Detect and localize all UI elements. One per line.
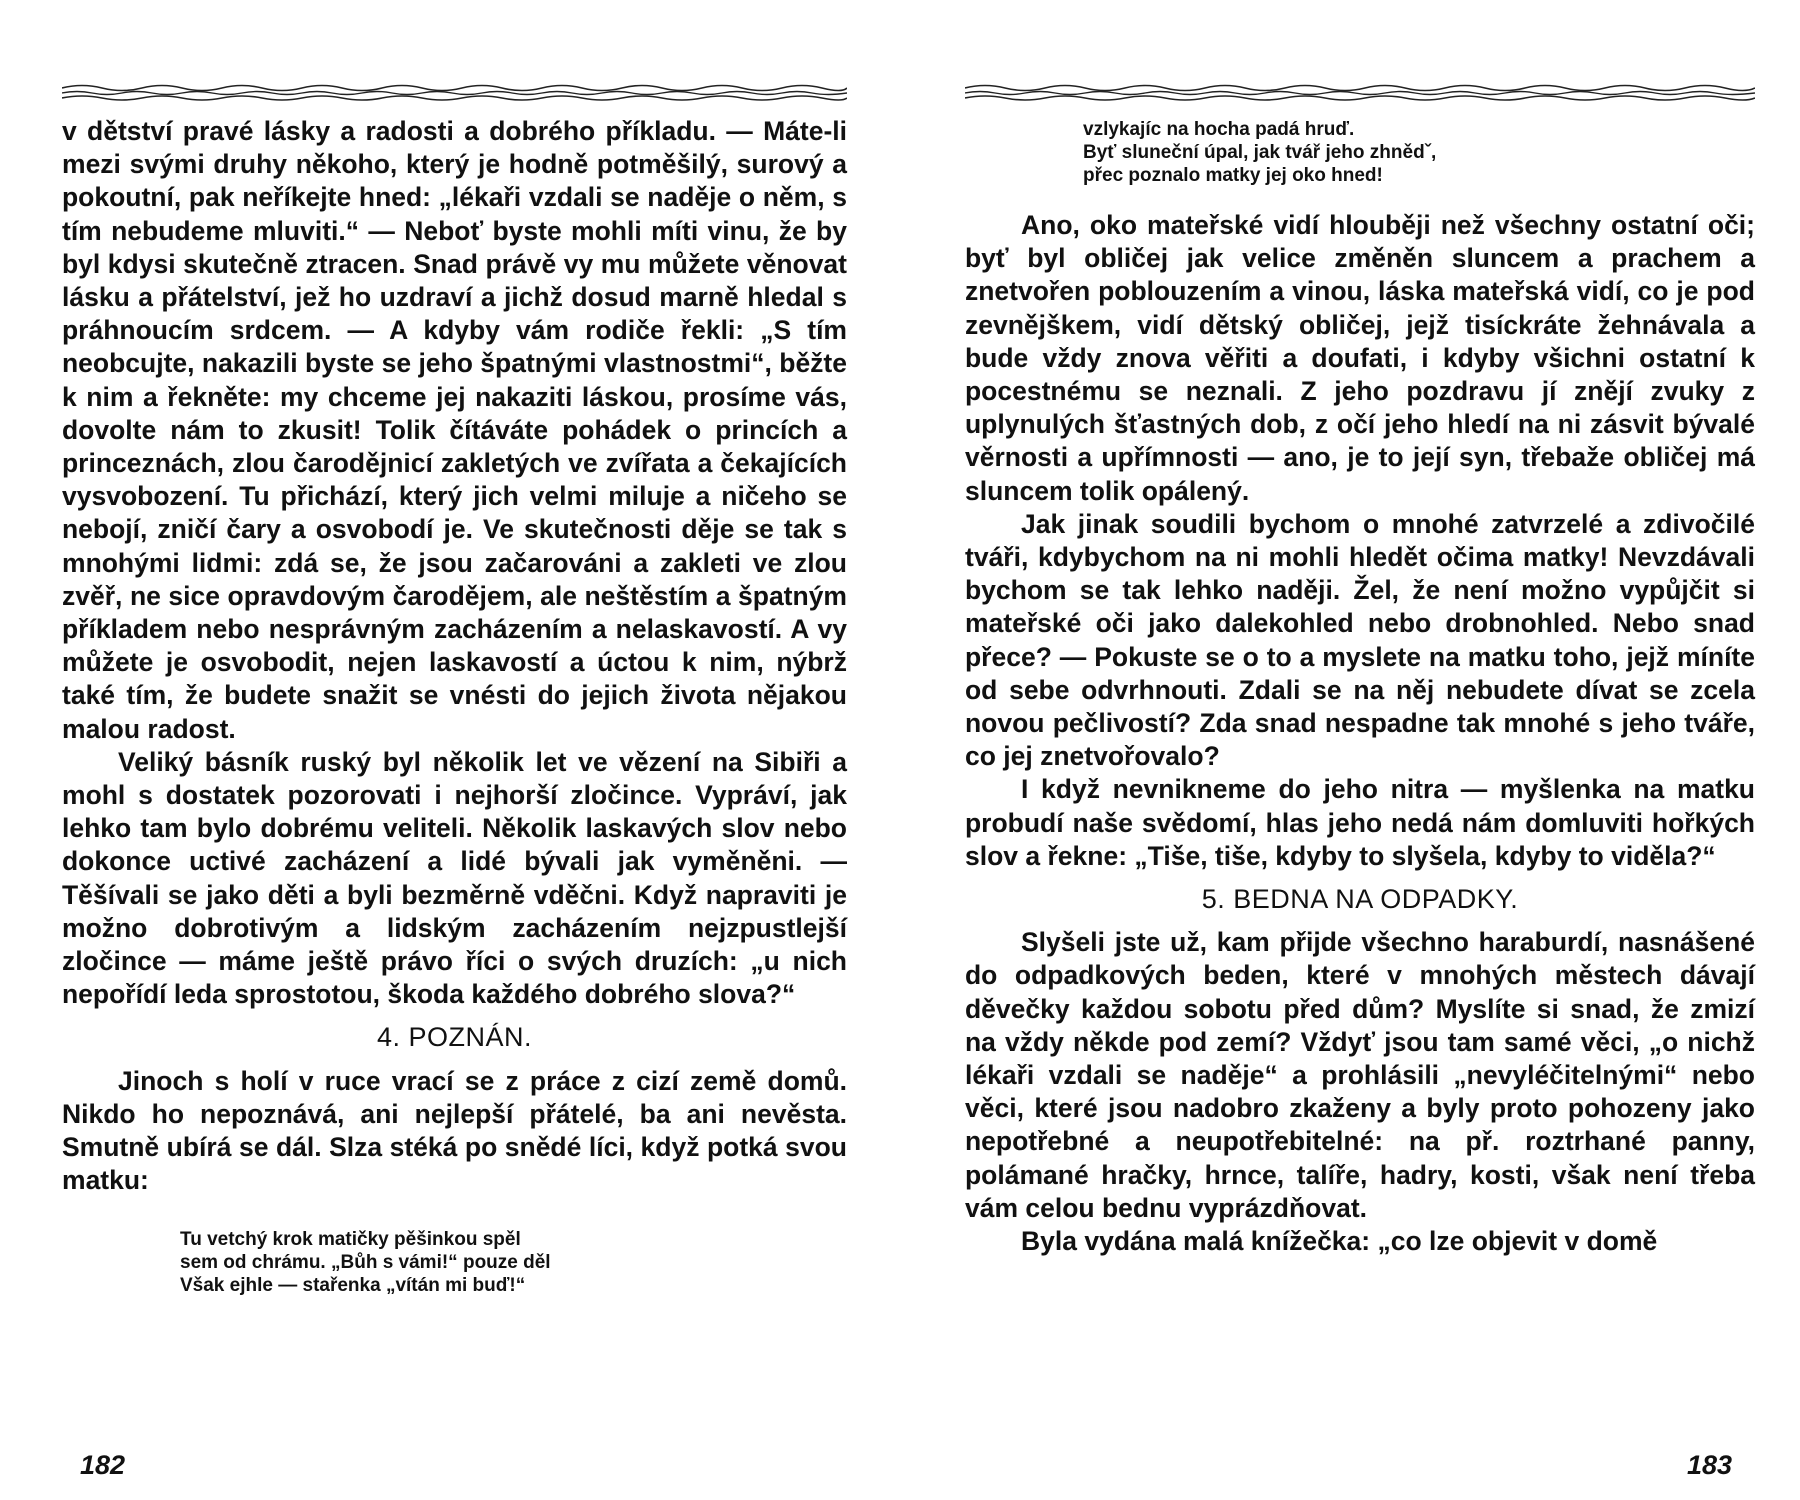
page-number: 182 <box>80 1450 126 1480</box>
page-number: 183 <box>1687 1450 1733 1480</box>
left-page <box>40 0 860 1500</box>
poem-line: Byť sluneční úpal, jak tvář jeho zhnědˇ, <box>1083 142 1437 163</box>
section-heading: 5. BEDNA NA ODPADKY. <box>1201 884 1519 915</box>
paragraph: I když nevnikneme do jeho nitra — myšlenka na matku probudí naše svědomí, hlas jeho nedá nám domluviti hořkých slov a řekne: „Tiše, tiše, kdyby to slyšela, kdyby to viděla?“ <box>965 774 1755 871</box>
poem-line: sem od chrámu. „Bůh s vámi!“ pouze děl <box>180 1251 551 1273</box>
paragraph: Jinoch s holí v ruce vrací se z práce z cizí země domů. Nikdo ho nepoznává, ani nejlepší přátelé, ba ani nevěsta. Smutně ubírá se dál. Slza stéká po snědé líci, když potká svou matku: <box>62 1065 847 1196</box>
header-ornament <box>62 82 847 104</box>
poem-line: Tu vetchý krok matičky pěšinkou spěl <box>180 1228 521 1250</box>
paragraph: Ano, oko mateřské vidí hlouběji než všechny ostatní oči; byť byl obličej jak velice změněn sluncem a prachem a znetvořen poblouzením a vinou, láska mateřská vidí, co je pod zevnějškem, vidí dětský obličej, jejž tisíckráte žehnávala a bude vždy znova věřiti a doufati, i kdyby všichni ostatní k pocestnému se neznali. Z jeho pozdravu jí znějí zvuky z uplynulých šťastných dob, z očí jeho hledí na ni zásvit bývalé věrnosti a upřímnosti — ano, je to její syn, třebaže obličej má sluncem tolik opálený. <box>965 210 1755 506</box>
poem-line: přec poznalo matky jej oko hned! <box>1083 165 1383 186</box>
right-page <box>955 0 1765 1500</box>
right-page-text <box>965 118 1755 1258</box>
poem-line: vzlykajíc na hocha padá hruď. <box>1083 119 1355 140</box>
paragraph: Byla vydána malá knížečka: „co lze objevit v domě <box>1021 1226 1658 1257</box>
wavy-rule-ornament <box>62 82 847 104</box>
poem-stanza <box>180 1228 847 1297</box>
poem-stanza <box>1083 118 1755 187</box>
paragraph: v dětství pravé lásky a radosti a dobrého příkladu. — Máte-li mezi svými druhy někoho, který je hodně potměšilý, surový a pokoutní, pak neříkejte hned: „lékaři vzdali se naděje o něm, s tím nebudeme mluviti.“ — Neboť byste mohli míti vinu, že by byl kdysi skutečně ztracen. Snad právě vy mu můžete věnovat lásku a přátelství, jež ho uzdraví a jichž dosud marně hledal s práhnoucím srdcem. — A kdyby vám rodiče řekli: „S tím neobcujte, nakazili byste se jeho špatnými vlastnostmi“, běžte k nim a řekněte: my chceme jej nakaziti láskou, prosíme vás, dovolte nám to zkusit! Tolik čítáváte pohádek o princích a princeznách, zlou čarodějnicí zakletých ve zvířata a čekajících vysvobození. Tu přichází, který jich velmi miluje a ničeho se nebojí, zničí čary a osvobodí je. Ve skutečnosti děje se tak s mnohými lidmi: zdá se, že jsou začarováni a zakleti ve zlou zvěř, ne sice opravdovým čarodějem, ale neštěstím a špatným příkladem nebo nesprávným zacházením a nelaskavostí. A vy můžete je osvobodit, nejen laskavostí a úctou k nim, nýbrž také tím, že budete snažit se vnésti do jejich života nějakou malou radost. <box>62 116 847 744</box>
paragraph: Veliký básník ruský byl několik let ve vězení na Sibiři a mohl s dostatek pozorovati i nejhorší zločince. Vypráví, jak lehko tam bylo dobrému veliteli. Několik laskavých slov nebo dokonce uctivé zacházení a lidé bývali jak vyměněni. — Těšívali se jako děti a byli bezměrně vděčni. Když napraviti je možno dobrotivým a lidským zacházením nejzpustlejší zločince — máme ještě právo říci o svých druzích: „u nich nepořídí leda sprostotou, škoda každého dobrého slova?“ <box>62 746 847 1010</box>
wavy-rule-ornament <box>965 82 1755 104</box>
section-heading: 4. POZNÁN. <box>376 1022 533 1053</box>
header-ornament <box>965 82 1755 104</box>
poem-line: Však ejhle — stařenka „vítán mi buď!“ <box>180 1274 526 1296</box>
paragraph: Slyšeli jste už, kam přijde všechno haraburdí, nasnášené do odpadkových beden, které v mnohých městech dávají děvečky každou sobotu před dům? Myslíte si snad, že zmizí na vždy někde pod zemí? Vždyť jsou tam samé věci, „o nichž lékaři vzdali se naděje“ a prohlásili „nevyléčitelnými“ nebo věci, které jsou nadobro zkaženy a byly proto pohozeny jako nepotřebné a neupotřebitelné: na př. roztrhané panny, polámané hračky, hrnce, talíře, hadry, kosti, však není třeba vám celou bednu vyprázdňovat. <box>965 927 1755 1223</box>
left-page-text <box>62 115 847 1297</box>
paragraph: Jak jinak soudili bychom o mnohé zatvrzelé a zdivočilé tváři, kdybychom na ni mohli hledět očima matky! Nevzdávali bychom se tak lehko naději. Žel, že není možno vypůjčit si mateřské oči jako dalekohled nebo drobnohled. Nebo snad přece? — Pokuste se o to a myslete na matku toho, jejž míníte od sebe odvrhnouti. Zdali se na něj nebudete dívat se zcela novou pečlivostí? Zda snad nespadne tak mnohé s jeho tváře, co jej znetvořovalo? <box>965 508 1755 772</box>
